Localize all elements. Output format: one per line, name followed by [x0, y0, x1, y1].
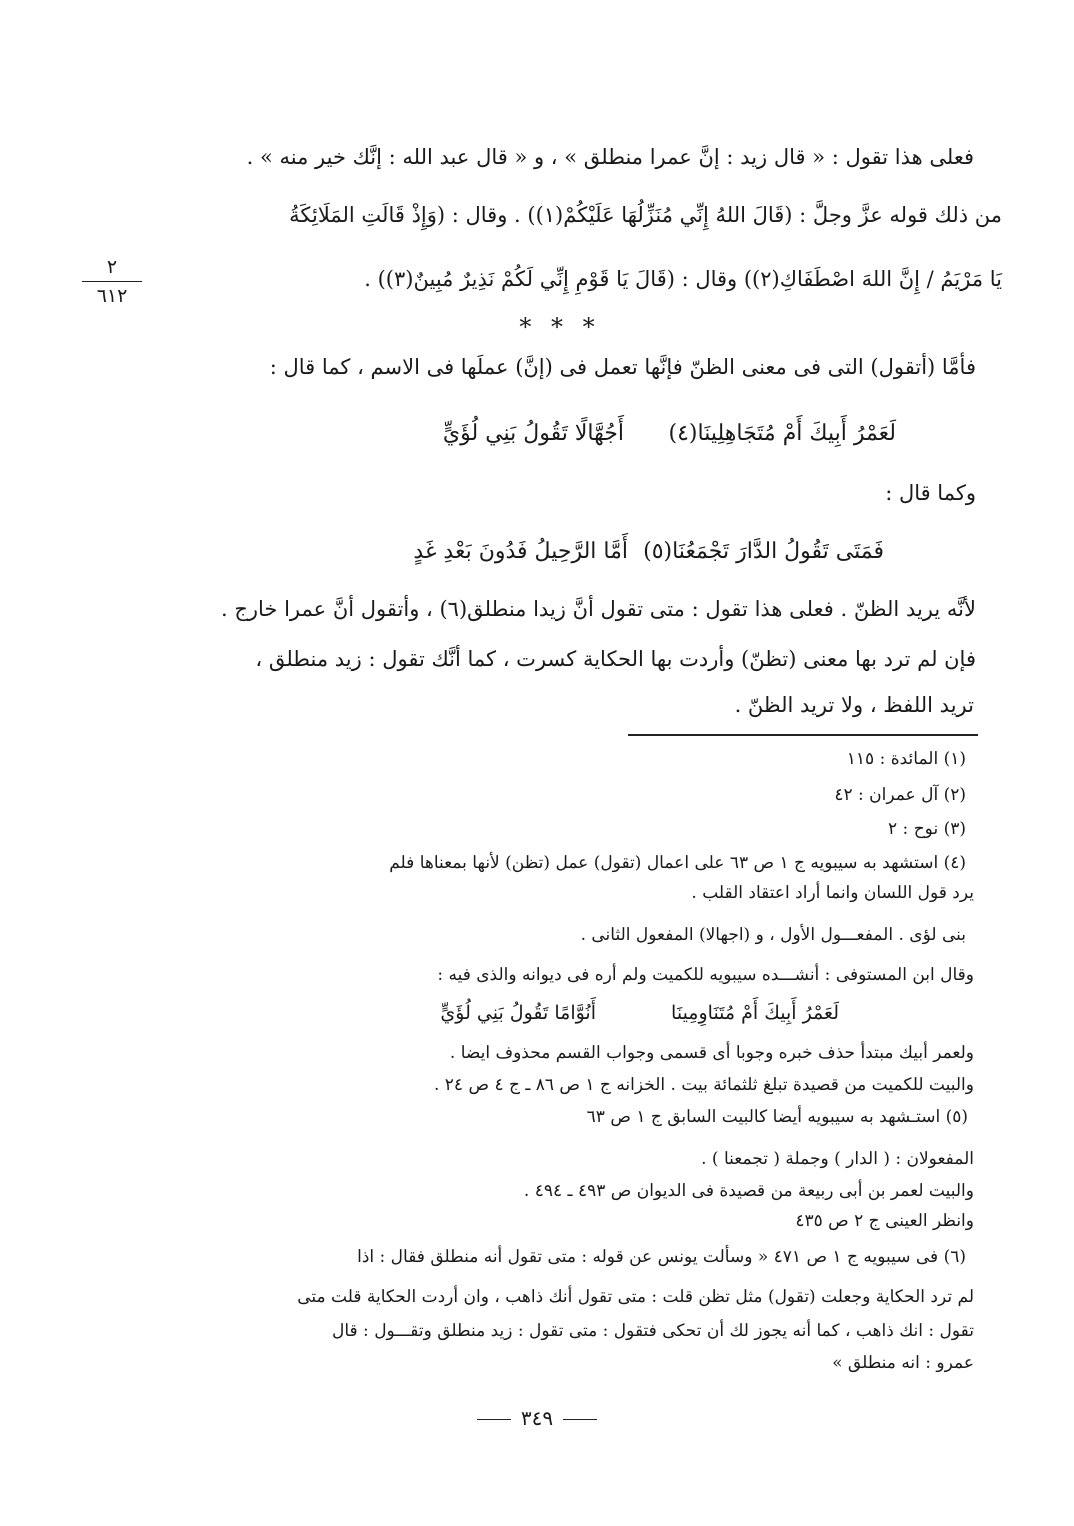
footnote-1: (١) المائدة : ١١٥	[846, 749, 966, 769]
body-line-7: فإن لم ترد بها معنى (تظنّ) وأردت بها الحكاية كسرت ، كما أنَّك تقول : زيد منطلق ،	[255, 647, 976, 671]
footnote-5-line-1: (٥) استـشهد به سيبويه أيضا كالبيت السابق ج ١ ص ٦٣	[586, 1107, 968, 1127]
footnote-4-line-1: (٤) استشهد به سيبويه ج ١ ص ٦٣ على اعمال (تقول) عمل (تظن) لأنها بمعناها فلم	[389, 853, 966, 873]
body-line-6: لأنَّه يريد الظنّ . فعلى هذا تقول : متى تقول أنَّ زيدا منطلق(٦) ، وأتقول أنَّ عمرا خارج .	[220, 597, 976, 621]
footnote-2: (٢) آل عمران : ٤٢	[834, 785, 966, 805]
footnote-4-line-4: وقال ابن المستوفى : أنشـــده سيبويه للكميت ولم أره فى ديوانه والذى فيه :	[437, 965, 974, 985]
footnote-4-line-6: والبيت للكميت من قصيدة تبلغ ثلثمائة بيت . الخزانه ج ١ ص ٨٦ ـ ج ٤ ص ٢٤ .	[433, 1075, 974, 1095]
footnote-6-line-1: (٦) فى سيبويه ج ١ ص ٤٧١ « وسألت يونس عن قوله : متى تقول أنه منطلق فقال : اذا	[357, 1247, 966, 1267]
footnote-4-line-2: يرد قول اللسان وانما أراد اعتقاد القلب .	[691, 883, 974, 903]
body-line-1: فعلى هذا تقول : « قال زيد : إنَّ عمرا منطلق » ، و « قال عبد الله : إنَّك خير منه » .	[246, 145, 974, 169]
body-line-5: وكما قال :	[885, 481, 976, 505]
margin-ref-top: ٢	[106, 256, 118, 278]
footnote-5-line-2: المفعولان : ( الدار ) وجملة ( تجمعنا ) .	[701, 1149, 974, 1169]
section-divider-stars: * * *	[519, 313, 601, 341]
footnote-4-line-5: ولعمر أبيك مبتدأ حذف خبره وجوبا أى قسمى وجواب القسم محذوف ايضا .	[449, 1043, 974, 1063]
page-number-dash-right	[563, 1419, 597, 1420]
footnote-4-verse-first: أَنُوَّامًا تَقُولُ بَنِي لُؤَيٍّ	[440, 1002, 596, 1024]
footnote-separator	[628, 734, 978, 736]
body-line-8: تريد اللفظ ، ولا تريد الظنّ .	[734, 693, 974, 717]
footnote-5-line-4: وانظر العينى ج ٢ ص ٤٣٥	[795, 1211, 974, 1231]
page-number-value: ٣٤٩	[520, 1406, 554, 1430]
margin-reference	[72, 255, 152, 308]
margin-ref-bottom: ٦١٢	[96, 285, 128, 307]
footnote-4-line-3: بنى لؤى . المفعـــول الأول ، و (اجهالا) المفعول الثانى .	[580, 925, 966, 945]
margin-ref-rule	[82, 281, 142, 282]
body-line-3: يَا مَرْيَمُ / إِنَّ اللهَ اصْطَفَاكِ(٢)) وقال : (قَالَ يَا قَوْمِ إِنِّي لَكُمْ نَذِيرٌ مُبِينٌ(٣)) .	[364, 267, 1002, 291]
page-number-dash-left	[477, 1419, 511, 1420]
footnote-5-line-3: والبيت لعمر بن أبى ربيعة من قصيدة فى الديوان ص ٤٩٣ ـ ٤٩٤ .	[523, 1181, 974, 1201]
verse-4-second-hemistich: لَعَمْرُ أَبِيكَ أَمْ مُتَجَاهِلِينَا(٤)	[668, 421, 896, 446]
footnote-3: (٣) نوح : ٢	[888, 819, 966, 839]
verse-4-first-hemistich: أَجُهَّالًا تَقُولُ بَنِي لُؤَيٍّ	[442, 421, 624, 446]
footnote-6-line-4: عمرو : انه منطلق »	[832, 1353, 974, 1373]
verse-5-second-hemistich: فَمَتَى تَقُولُ الدَّارَ تَجْمَعُنَا(٥)	[643, 539, 884, 564]
footnote-6-line-3: تقول : انك ذاهب ، كما أنه يجوز لك أن تحكى فتقول : متى تقول : زيد منطلق وتقـــول : قال	[332, 1321, 974, 1341]
footnote-6-line-2: لم ترد الحكاية وجعلت (تقول) مثل تظن قلت : متى تقول أنك ذاهب ، وان أردت الحكاية قلت متى	[297, 1287, 974, 1307]
footnote-4-verse-second: لَعَمْرُ أَبِيكَ أَمْ مُتَنَاوِمِينَا	[671, 1002, 839, 1024]
page-number	[0, 1406, 1074, 1430]
verse-5-first-hemistich: أَمَّا الرَّحِيلُ فَدُونَ بَعْدِ غَدٍ	[413, 539, 628, 564]
body-line-2: من ذلك قوله عزَّ وجلَّ : (قَالَ اللهُ إِنِّي مُنَزِّلُهَا عَلَيْكُمْ(١)) . وقال : (وَإِذْ قَالَتِ المَلَائِكَةُ	[289, 203, 1002, 227]
body-line-4: فأمَّا (أتقول) التى فى معنى الظنّ فإنَّها تعمل فى (إنَّ) عملَها فى الاسم ، كما قال :	[269, 355, 976, 379]
